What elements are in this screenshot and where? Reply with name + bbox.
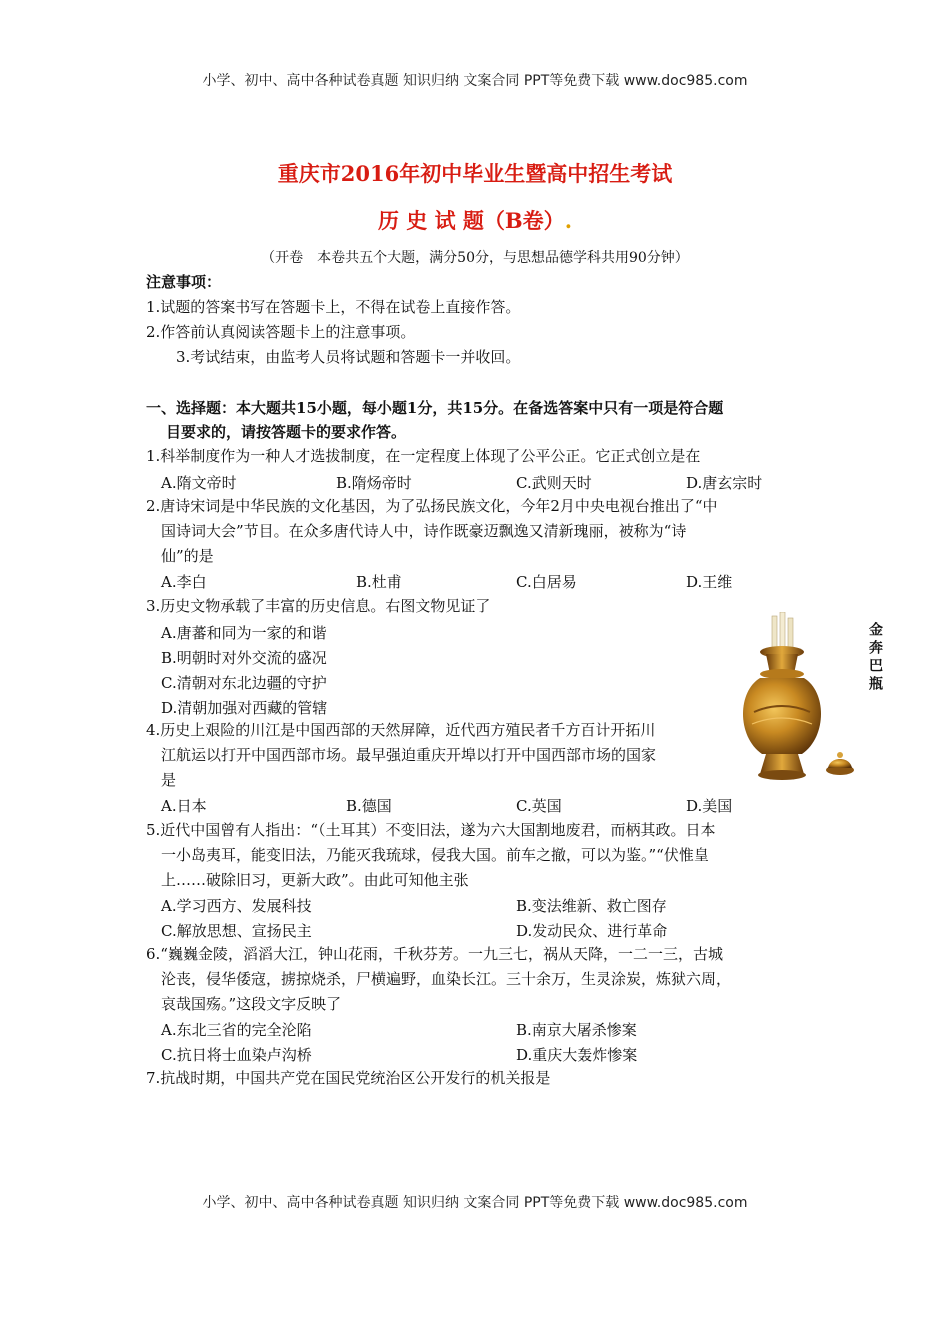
q6-option-d: D.重庆大轰炸惨案 xyxy=(516,1046,638,1064)
q2-option-c: C.白居易 xyxy=(516,573,577,591)
question-1-stem: 1.科举制度作为一种人才选拔制度，在一定程度上体现了公平公正。它正式创立是在 xyxy=(146,447,701,465)
question-7-stem: 7.抗战时期，中国共产党在国民党统治区公开发行的机关报是 xyxy=(146,1069,551,1087)
q5-option-c: C.解放思想、宣扬民主 xyxy=(161,922,312,940)
golden-vase-figure xyxy=(732,612,877,787)
q1-option-a: A.隋文帝时 xyxy=(161,474,237,492)
exam-info: （开卷 本卷共五个大题，满分50分，与思想品德学科共用90分钟） xyxy=(261,250,689,266)
question-6-stem-cont: 哀哉国殇。”这段文字反映了 xyxy=(161,995,342,1013)
exam-title: 重庆市2016年初中毕业生暨高中招生考试 xyxy=(277,161,673,186)
q5-option-d: D.发动民众、进行革命 xyxy=(516,922,668,940)
q1-option-b: B.隋炀帝时 xyxy=(336,474,412,492)
question-4-stem: 4.历史上艰险的川江是中国西部的天然屏障，近代西方殖民者千方百计开拓川 xyxy=(146,721,656,739)
note-item: 3.考试结束，由监考人员将试题和答题卡一并收回。 xyxy=(176,348,521,366)
q4-option-c: C.英国 xyxy=(516,797,562,815)
q5-option-a: A.学习西方、发展科技 xyxy=(161,897,312,915)
q2-option-d: D.王维 xyxy=(686,573,733,591)
q6-option-b: B.南京大屠杀惨案 xyxy=(516,1021,637,1039)
q2-option-a: A.李白 xyxy=(161,573,207,591)
subtitle-mark: . xyxy=(564,208,572,233)
q2-option-b: B.杜甫 xyxy=(356,573,402,591)
q3-option-d: D.清朝加强对西藏的管辖 xyxy=(161,699,328,717)
question-6-stem-cont: 沦丧，侵华倭寇，掳掠烧杀，尸横遍野，血染长江。三十余万，生灵涂炭，炼狱六周， xyxy=(161,970,732,988)
subtitle-text: 历 史 试 题（B卷） xyxy=(378,208,565,233)
q5-option-b: B.变法维新、救亡图存 xyxy=(516,897,667,915)
exam-subtitle xyxy=(0,205,950,235)
page-header: 小学、初中、高中各种试卷真题 知识归纳 文案合同 PPT等免费下载 www.doc985.com xyxy=(202,73,748,89)
q4-option-a: A.日本 xyxy=(161,797,207,815)
question-6-stem: 6.“巍巍金陵，滔滔大江，钟山花雨，千秋芬芳。一九三七，祸从天降，一二一三，古城 xyxy=(146,945,723,963)
q1-option-c: C.武则天时 xyxy=(516,474,592,492)
question-4-stem-cont: 是 xyxy=(161,771,177,789)
note-item: 1.试题的答案书写在答题卡上，不得在试卷上直接作答。 xyxy=(146,298,521,316)
question-3-stem: 3.历史文物承载了丰富的历史信息。右图文物见证了 xyxy=(146,597,491,615)
q4-option-d: D.美国 xyxy=(686,797,733,815)
question-5-stem: 5.近代中国曾有人指出：“（土耳其）不变旧法，遂为六大国割地废君，而柄其政。日本 xyxy=(146,821,716,839)
q3-option-c: C.清朝对东北边疆的守护 xyxy=(161,674,327,692)
question-5-stem-cont: 一小岛夷耳，能变旧法，乃能灭我琉球，侵我大国。前车之撤，可以为鉴。”“伏惟皇 xyxy=(161,846,709,864)
q3-option-a: A.唐蕃和同为一家的和谐 xyxy=(161,624,327,642)
question-2-stem: 2.唐诗宋词是中华民族的文化基因，为了弘扬民族文化，今年2月中央电视台推出了“中 xyxy=(146,497,718,515)
question-5-stem-cont: 上……破除旧习，更新大政”。由此可知他主张 xyxy=(161,871,469,889)
question-2-stem-cont: 仙”的是 xyxy=(161,547,214,565)
q3-option-b: B.明朝时对外交流的盛况 xyxy=(161,649,327,667)
question-4-stem-cont: 江航运以打开中国西部市场。最早强迫重庆开埠以打开中国西部市场的国家 xyxy=(161,746,657,764)
q1-option-d: D.唐玄宗时 xyxy=(686,474,763,492)
question-2-stem-cont: 国诗词大会”节目。在众多唐代诗人中，诗作既豪迈飘逸又清新瑰丽，被称为“诗 xyxy=(161,522,687,540)
q6-option-c: C.抗日将士血染卢沟桥 xyxy=(161,1046,312,1064)
q4-option-b: B.德国 xyxy=(346,797,392,815)
q6-option-a: A.东北三省的完全沦陷 xyxy=(161,1021,312,1039)
note-item: 2.作答前认真阅读答题卡上的注意事项。 xyxy=(146,323,416,341)
golden-vase-image xyxy=(732,612,877,787)
page-footer: 小学、初中、高中各种试卷真题 知识归纳 文案合同 PPT等免费下载 www.doc985.com xyxy=(202,1195,748,1211)
notes-heading: 注意事项： xyxy=(146,273,222,291)
section1-heading-cont: 目要求的，请按答题卡的要求作答。 xyxy=(166,423,407,441)
section1-heading: 一、选择题：本大题共15小题，每小题1分，共15分。在备选答案中只有一项是符合题 xyxy=(146,399,724,417)
figure-label: 金奔巴瓶 xyxy=(867,622,883,694)
